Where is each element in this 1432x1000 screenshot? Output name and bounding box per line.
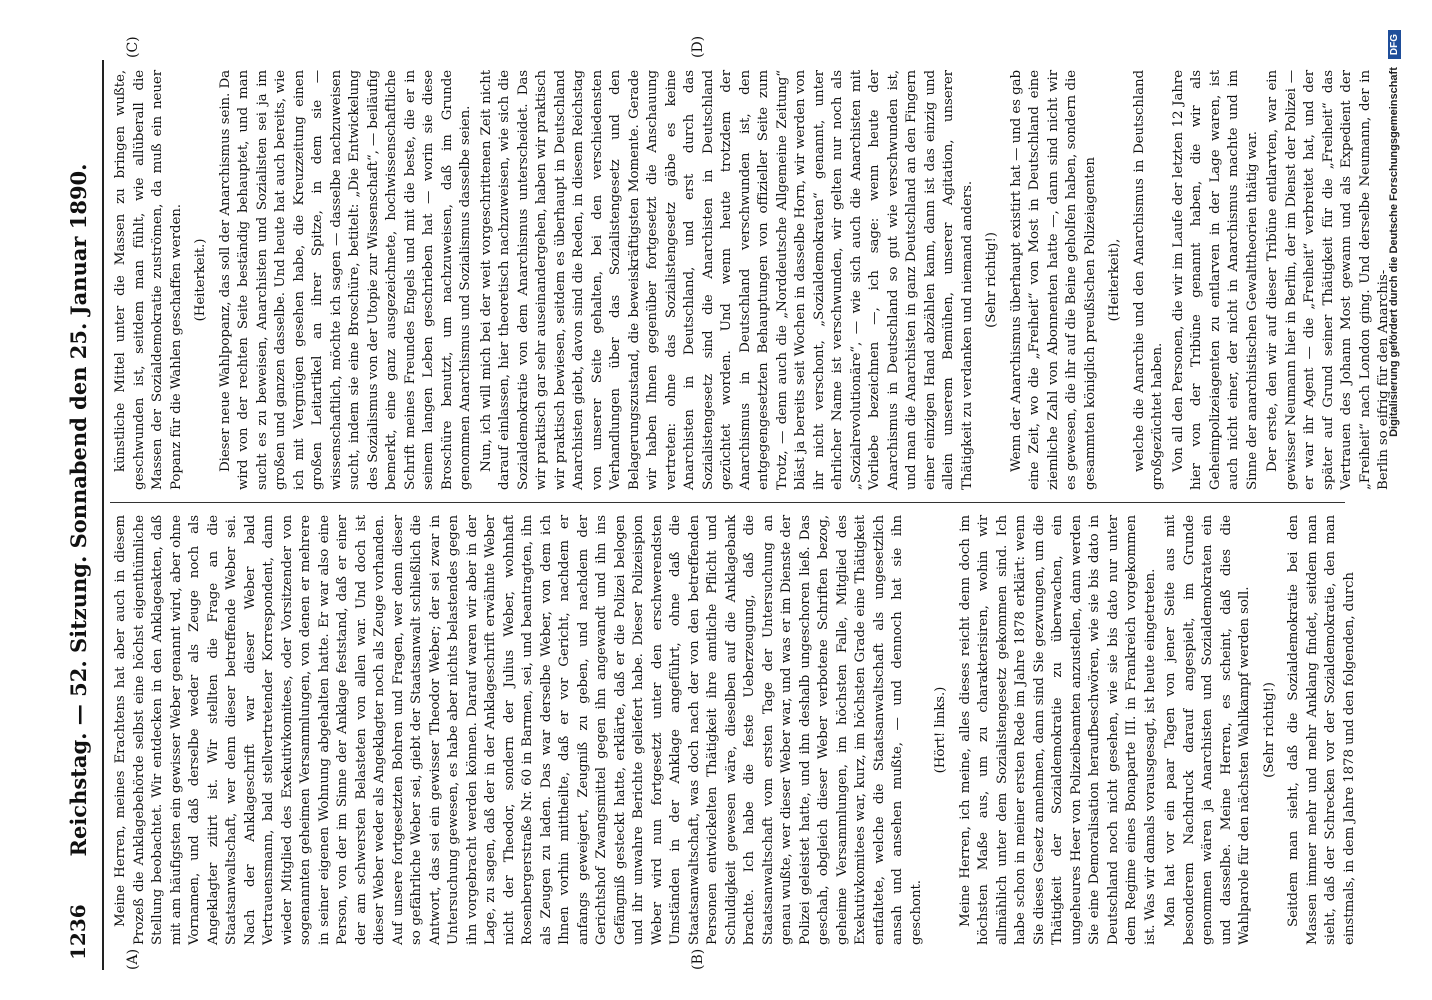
right-column xyxy=(112,70,1391,490)
page-header xyxy=(58,60,98,960)
paragraph: Von all den Personen, die wir im Laufe der letzten 12 Jahre hier von der Tribüne genannt haben, die wir als Geheimpolizeiagenten zu entlarven in der Lage waren, ist auch nicht einer, der nicht in Anarchismus machte und im Sinne der anarchistischen Gewalttheorien thätig war. xyxy=(1170,70,1260,490)
paragraph: Meine Herren, ich meine, alles dieses reicht denn doch im höchsten Maße aus, um zu charakterisiren, wohin wir allmählich unter dem Sozialistengesetz gekommen sind. Ich habe schon in meiner ersten Rede im Jahre 1878 erklärt: wenn Sie dieses Gesetz annehmen, dann sind Sie gezwungen, um die Thätigkeit der Sozialdemokratie zu überwachen, ein ungeheures Heer von Polizeibeamten anzustellen, dann werden Sie eine Demoralisation heraufbeschwören, wie sie bis dato in Deutschland noch nicht gesehen, wie sie bis dato nur unter dem Regime eines Bonaparte III. in Frankreich vorgekommen ist. Was wir damals vorausgesagt, ist heute eingetreten. xyxy=(957,515,1158,945)
paragraph: künstliche Mittel unter die Massen zu bringen wußte, geschwunden ist, seitdem man fühlt, wie allüberall die Massen der Sozialdemokratie zuströmen, da muß ein neuer Popanz für die Wahlen geschaffen werden. xyxy=(113,70,184,490)
interjection: (Sehr richtig!) xyxy=(984,232,999,328)
interjection: (Heiterkeit), xyxy=(1107,238,1122,322)
funding-notice xyxy=(1384,30,1404,437)
paragraph: welche die Anarchie und den Anarchismus in Deutschland großgezüchtet haben. xyxy=(1131,70,1165,490)
page-number: 1236 xyxy=(66,904,90,960)
interjection: (Sehr richtig!) xyxy=(1261,682,1277,778)
interjection: (Hört! links.) xyxy=(933,686,948,774)
interjection: (Heiterkeit.) xyxy=(193,238,208,322)
paragraph: Nun, ich will mich bei der weit vorgeschrittenen Zeit nicht darauf einlassen, hier theoretisch nachzuweisen, wie sich die Sozialdemokratie von dem Anarchismus unterscheidet. Das wir praktisch gar sehr auseinandergehen, haben wir praktisch wir praktisch bewiesen, seitdem es überhaupt in Deutschland Anarchisten giebt, davon sind die Reden, in diesem Reichstag von unserer Seite gehalten, bei den verschiedensten Verhandlungen über das Sozialistengesetz und den Belagerungszustand, die beweiskräftigsten Momente. Gerade wir haben Ihnen gegenüber fortgesetzt die Anschauung vertreten: ohne das Sozialistengesetz gäbe es keine Anarchisten in Deutschland, und erst durch das Sozialistengesetz sind die Anarchisten in Deutschland gezüchtet worden. Und wenn heute trotzdem der Anarchismus in Deutschland verschwunden ist, den entgegengesetzten Behauptungen von offizieller Seite zum Trotz, — denn auch die „Norddeutsche Allgemeine Zeitung“ bläst ja bereits seit Wochen in dasselbe Horn, wir werden von ihr nicht verschont, „Sozialdemokraten“ genannt, unter ehrlicher Name ist verschwunden, wir gelten nur noch als „Sozialrevolutionäre“, — wie sich auch die Anarchisten mit Vorliebe bezeichnen —, ich sage: wenn heute der Anarchismus in Deutschland so gut wie verschwunden ist, und man die Anarchisten in ganz Deutschland an den Fingern einer einzigen Hand abzählen kann, dann ist das einzig und allein unserem Bemühen, unserer Agitation, unserer Thätigkeit zu verdanken und niemand anders. xyxy=(478,70,975,490)
paragraph: Meine Herren, meines Erachtens hat aber auch in diesem Prozeß die Anklagebehörde selbst eine höchst eigenthümliche Stellung beobachtet. Wir entdecken in den Anklageakten, daß mit am häufigsten ein gewisser Weber genannt wird, aber ohne Vornamen, und daß derselbe weder als Zeuge noch als Angeklagter zitirt ist. Wir stellten die Frage an die Staatsanwaltschaft, wer denn dieser betreffende Weber sei. Nach der Anklageschrift war dieser Weber bald Vertrauensmann, bald stellvertretender Korrespondent, dann wieder Mitglied des Exekutivkomitees, oder Vorsitzender von sogenannten geheimen Versammlungen, von denen er mehrere in seiner eigenen Wohnung abgehalten hatte. Er war also eine Person, von der im Sinne der Anklage feststand, daß er einer der am schwersten Belasteten von allen war. Und doch ist dieser Weber weder als Angeklagter noch als Zeuge vorhanden. Auf unsere fortgesetzten Bohren und Fragen, wer denn dieser so gefährliche Weber sei, giebt der Staatsanwalt schließlich die Antwort, das sei ein gewisser Theodor Weber; der sei zwar in Untersuchung gewesen, es habe aber nichts belastendes gegen ihn vorgebracht werden können. Darauf waren wir aber in der Lage, zu sagen, daß der in der Anklageschrift erwähnte Weber nicht der Theodor, sondern der Julius Weber, wohnhaft Rosenbergerstraße Nr. 60 in Barmen, sei, und beantragten, ihn als Zeugen zu laden. Das war derselbe Weber, von dem ich Ihnen vorhin mittheilte, daß er vor Gericht, nachdem er anfangs geweigert, Zeugniß zu geben, und nachdem der Gerichtshof Zwangsmittel gegen ihn angewandt und ihn ins Gefängniß gesteckt hatte, erklärte, daß er die Polizei belogen und ihr unwahre Berichte geliefert habe. Dieser Polizeispion Weber wird nun fortgesetzt unter den erschwerendsten Umständen in der Anklage angeführt, ohne daß die Staatsanwaltschaft, was doch nach der von den betreffenden Personen entwickelten Thätigkeit ihre amtliche Pflicht und Schuldigkeit gewesen wäre, dieselben auf die Anklagebank brachte. Ich habe die feste Ueberzeugung, daß die Staatsanwaltschaft vom ersten Tage der Untersuchung an genau wußte, wer dieser Weber war, und was er im Dienste der Polizei geleistet hatte, und ihn deshalb ungeschoren ließ. Das geschah, obgleich dieser Weber verbotene Schriften bezog, geheime Versammlungen, im höchsten Falle, Mitglied des Exekutivkomitees war, kurz, im höchsten Grade eine Thätigkeit entfaltete, welche die Staatsanwaltschaft als ungesetzlich ansah und ansehen mußte, — und dennoch hat sie ihn geschont. xyxy=(113,515,924,945)
paragraph: Seitdem man sieht, daß die Sozialdemokratie bei den Massen immer mehr und mehr Anklang findet, seitdem man sieht, daß der Schrecken vor der Sozialdemokratie, den man einstmals, in dem Jahre 1878 und den folgenden, durch xyxy=(1286,515,1357,945)
paragraph: Wenn der Anarchismus überhaupt existirt hat — und es gab eine Zeit, wo die „Freiheit“ von Most in Deutschland eine ziemliche Zahl von Abonnenten hatte —, dann sind nicht wir es gewesen, die ihr auf die Beine geholfen haben, sondern die gesammten königlich preußischen Polizeiagenten xyxy=(1008,70,1098,490)
margin-label-a: (A) xyxy=(125,948,141,970)
column-divider xyxy=(110,502,1345,503)
paragraph: Dieser neue Wahlpopanz, das soll der Anarchismus sein. Da wird von der rechten Seite beständig behauptet, und man sucht es zu beweisen, Anarchisten und Sozialisten sei ja im großen und ganzen dasselbe. Und heute hat auch bereits, wie ich mit Vergnügen gesehen habe, die Kreuzzeitung einen großen Leitartikel an ihrer Spitze, in dem sie — wissenschaftlich, möchte ich sagen — dasselbe nachzuweisen sucht, indem sie eine Broschüre, betitelt: „Die Entwickelung des Sozialismus von der Utopie zur Wissenschaft“, — beiläufig bemerkt, eine ganz ausgezeichnete, hochwissenschaftliche Schrift meines Freundes Engels und mit die beste, die er in seinem langen Leben geschrieben hat — worin sie diese Broschüre benutzt, um nachzuweisen, daß im Grunde genommen Anarchismus und Sozialismus dasselbe seien. xyxy=(217,70,473,490)
margin-label-b: (B) xyxy=(690,948,706,970)
header-rule xyxy=(102,60,104,970)
paragraph: Der erste, den wir auf dieser Tribüne entlarvten, war ein gewisser Neumann hier in Berlin, der im Dienst der Polizei — er war ihr Agent — die „Freiheit“ verbreitet hat, und der später auf Grund seiner Thätigkeit für die „Freiheit“ das Vertrauen des Johann Most gewann und als Expedient der „Freiheit“ nach London ging. Und derselbe Neumann, der in Berlin so eifrig für den Anarchis- xyxy=(1265,70,1391,490)
left-column xyxy=(112,515,1357,945)
margin-label-c: (C) xyxy=(125,36,141,58)
running-title: Reichstag. — 52. Sitzung. Sonnabend den 25. Januar 1890. xyxy=(66,163,91,857)
paragraph: Man hat vor ein paar Tagen von jener Seite aus mit besonderem Nachdruck darauf angespielt, im Grunde genommen wären ja Anarchisten und Sozialdemokraten ein und dasselbe. Meine Herren, es scheint, daß dies die Wahlparole für den nächsten Wahlkampf werden soll. xyxy=(1163,515,1252,945)
funding-text: Digitalisierung gefördert durch die Deutsche Forschungsgemeinschaft xyxy=(1388,67,1400,437)
margin-label-d: (D) xyxy=(690,35,706,58)
dfg-logo: DFG xyxy=(1388,30,1401,59)
